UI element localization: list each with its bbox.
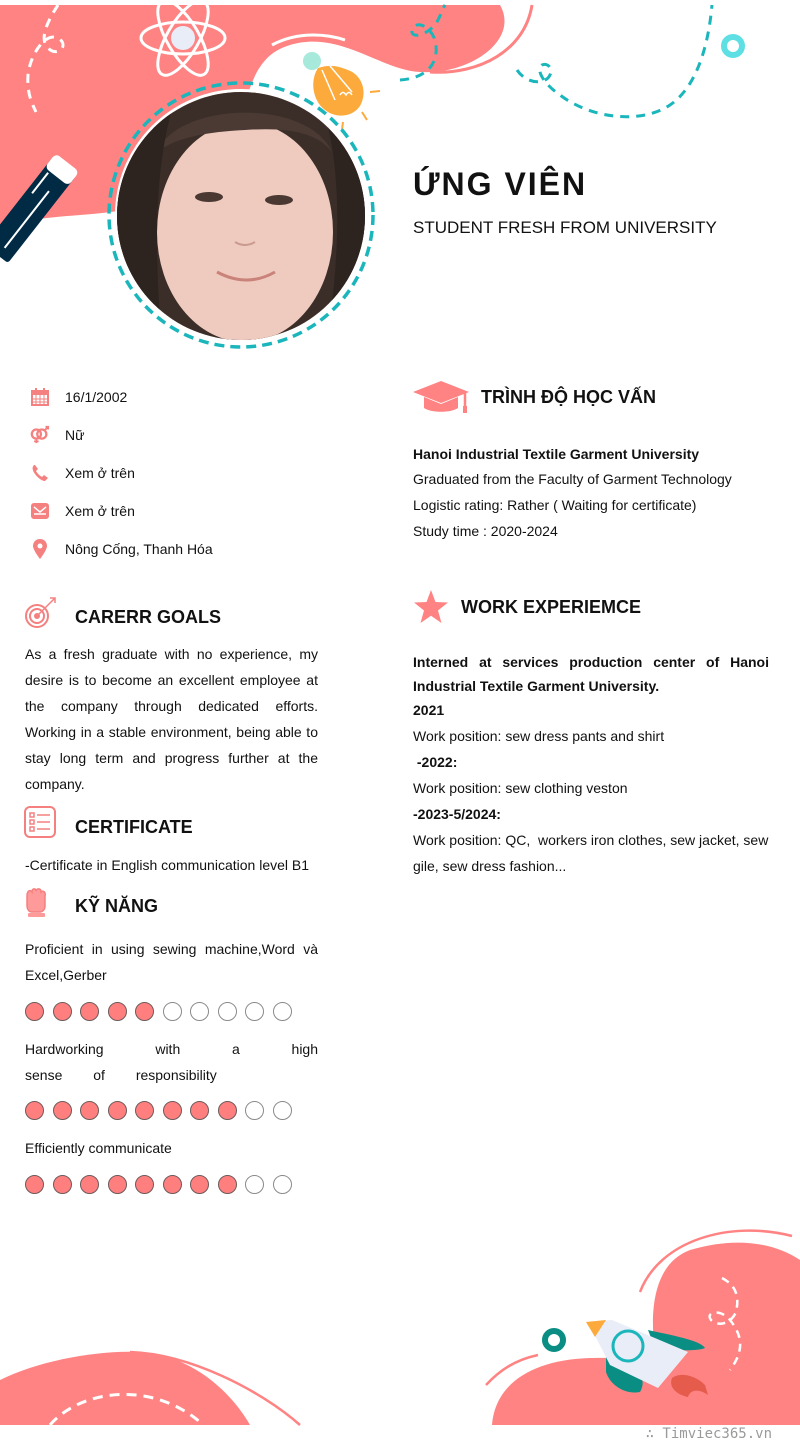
graduation-cap-icon [413, 380, 469, 414]
education-faculty: Graduated from the Faculty of Garment Technology [413, 471, 732, 487]
rating-dot-filled [108, 1002, 127, 1021]
certificate-title: CERTIFICATE [75, 816, 193, 837]
education-study-time: Study time : 2020-2024 [413, 523, 558, 539]
rating-dot-empty [273, 1002, 292, 1021]
avatar [117, 92, 365, 340]
experience-period-3: -2023-5/2024: [413, 806, 501, 822]
calendar-icon [30, 387, 50, 407]
skill-name-3: Efficiently communicate [25, 1140, 172, 1156]
skill-name-1: Proficient in using sewing machine,Word và Excel,Gerber [25, 941, 318, 983]
rating-dot-empty [190, 1002, 209, 1021]
skill-rating-3 [25, 1175, 292, 1194]
skills-header [24, 886, 158, 918]
experience-heading: Interned at services production center of Hanoi Industrial Textile Garment University. [413, 654, 769, 694]
email-icon [30, 501, 50, 521]
target-icon [24, 596, 58, 630]
career-goals-title: CARERR GOALS [75, 606, 222, 627]
contact-address [30, 537, 213, 561]
rating-dot-empty [218, 1002, 237, 1021]
rating-dot-filled [108, 1175, 127, 1194]
rating-dot-empty [245, 1002, 264, 1021]
rating-dot-filled [218, 1101, 237, 1120]
rating-dot-filled [135, 1002, 154, 1021]
rating-dot-filled [25, 1175, 44, 1194]
rating-dot-empty [245, 1101, 264, 1120]
experience-period-1: 2021 [413, 702, 445, 718]
contact-phone [30, 461, 135, 485]
rating-dot-filled [53, 1002, 72, 1021]
gender-icon [30, 425, 50, 445]
rating-dot-filled [25, 1002, 44, 1021]
footer-decoration [0, 1200, 800, 1450]
rating-dot-filled [135, 1101, 154, 1120]
gender-value: Nữ [65, 427, 85, 443]
certificate-header [24, 806, 193, 838]
candidate-name: ỨNG VIÊN [413, 166, 588, 202]
rating-dot-empty [273, 1101, 292, 1120]
certificate-text: -Certificate in English communication level B1 [25, 857, 310, 873]
avatar-portrait [117, 92, 365, 340]
rating-dot-filled [25, 1101, 44, 1120]
star-icon [413, 590, 449, 624]
experience-title: WORK EXPERIEMCE [461, 596, 642, 617]
rating-dot-filled [80, 1101, 99, 1120]
education-header [413, 380, 656, 414]
rating-dot-empty [245, 1175, 264, 1194]
rating-dot-filled [80, 1175, 99, 1194]
experience-desc-3: Work position: QC, workers iron clothes, sew jacket, sew gile, sew dress fashion... [413, 832, 773, 874]
rating-dot-filled [53, 1175, 72, 1194]
rating-dot-empty [273, 1175, 292, 1194]
rating-dot-filled [218, 1175, 237, 1194]
address-value: Nông Cống, Thanh Hóa [65, 541, 213, 557]
location-pin-icon [30, 539, 50, 559]
phone-icon [30, 463, 50, 483]
rating-dot-filled [163, 1175, 182, 1194]
skills-title: KỸ NĂNG [75, 895, 159, 916]
skill-name-2: Hardworking with a high sense of responsibility [25, 1041, 318, 1083]
experience-period-2: -2022: [413, 754, 458, 770]
experience-desc-1: Work position: sew dress pants and shirt [413, 728, 665, 744]
career-goals-header [24, 596, 221, 630]
experience-header [413, 590, 641, 624]
education-rating: Logistic rating: Rather ( Waiting for certificate) [413, 497, 697, 513]
phone-value: Xem ở trên [65, 465, 135, 481]
candidate-subtitle: STUDENT FRESH FROM UNIVERSITY [413, 218, 717, 237]
rating-dot-filled [108, 1101, 127, 1120]
education-school: Hanoi Industrial Textile Garment University [413, 446, 700, 462]
checklist-icon [24, 806, 56, 838]
birthdate-value: 16/1/2002 [65, 389, 128, 405]
watermark: ∴ Timviec365.vn [645, 1426, 772, 1442]
rating-dot-filled [163, 1101, 182, 1120]
rating-dot-filled [53, 1101, 72, 1120]
skill-rating-2 [25, 1101, 292, 1120]
rating-dot-filled [135, 1175, 154, 1194]
career-goals-text: As a fresh graduate with no experience, my desire is to become an excellent employee at the company through dedicated efforts. Working in a stable environment, being able to stay long term and progress further at the company. [25, 646, 318, 792]
experience-desc-2: Work position: sew clothing veston [413, 780, 628, 796]
rating-dot-filled [80, 1002, 99, 1021]
contact-gender [30, 423, 84, 447]
rating-dot-filled [190, 1101, 209, 1120]
skill-rating-1 [25, 1002, 292, 1021]
rating-dot-filled [190, 1175, 209, 1194]
hand-icon [24, 886, 48, 918]
contact-email [30, 499, 135, 523]
header-decoration [0, 0, 800, 360]
contact-birthdate [30, 385, 127, 409]
rating-dot-empty [163, 1002, 182, 1021]
email-value: Xem ở trên [65, 503, 135, 519]
education-title: TRÌNH ĐỘ HỌC VẤN [481, 386, 656, 407]
